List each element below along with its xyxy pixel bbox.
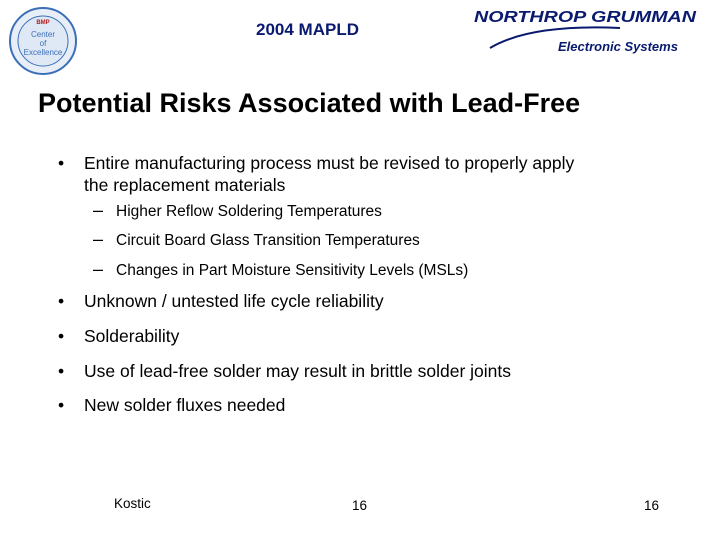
bullet-item	[58, 152, 678, 198]
seal-top-text: BMP	[36, 20, 50, 26]
conference-title: 2004 MAPLD	[256, 20, 359, 39]
bullet-dot-icon: •	[58, 153, 65, 173]
bullet-text: Solderability	[84, 326, 180, 346]
bullet-dot-icon: •	[58, 326, 65, 346]
slide-title: Potential Risks Associated with Lead-Free	[38, 88, 581, 118]
bullet-text-continued: the replacement materials	[84, 175, 286, 195]
bullet-text: Use of lead-free solder may result in brittle solder joints	[84, 361, 511, 381]
seal-line3: Excellence	[23, 48, 63, 57]
bullet-dot-icon: •	[58, 361, 65, 381]
bullet-item	[58, 325, 678, 347]
bullet-item	[58, 290, 678, 312]
bullet-item	[58, 394, 678, 416]
footer-author: Kostic	[114, 496, 151, 511]
bullet-dot-icon: •	[58, 395, 65, 415]
seal-line1: Center	[30, 30, 56, 39]
dash-icon: –	[93, 229, 104, 249]
sub-bullet-text: Circuit Board Glass Transition Temperatures	[116, 232, 420, 249]
northrop-grumman-logo	[470, 8, 700, 56]
footer-page-number-center: 16	[352, 498, 368, 513]
bullet-dot-icon: •	[58, 291, 65, 311]
company-name: NORTHROP GRUMMAN	[474, 9, 698, 26]
dash-icon: –	[93, 200, 104, 220]
bullet-text: New solder fluxes needed	[84, 395, 286, 415]
bullet-item	[58, 360, 678, 382]
sub-bullet-text: Changes in Part Moisture Sensitivity Levels (MSLs)	[116, 262, 469, 279]
company-division: Electronic Systems	[558, 39, 678, 54]
footer-page-number-right: 16	[644, 498, 660, 513]
sub-bullet-text: Higher Reflow Soldering Temperatures	[116, 203, 382, 220]
bmp-center-of-excellence-seal	[8, 6, 78, 76]
seal-line2: of	[39, 39, 47, 48]
dash-icon: –	[93, 259, 104, 279]
bullet-text: Unknown / untested life cycle reliability	[84, 291, 384, 311]
bullet-text: Entire manufacturing process must be revised to properly apply	[84, 153, 575, 173]
